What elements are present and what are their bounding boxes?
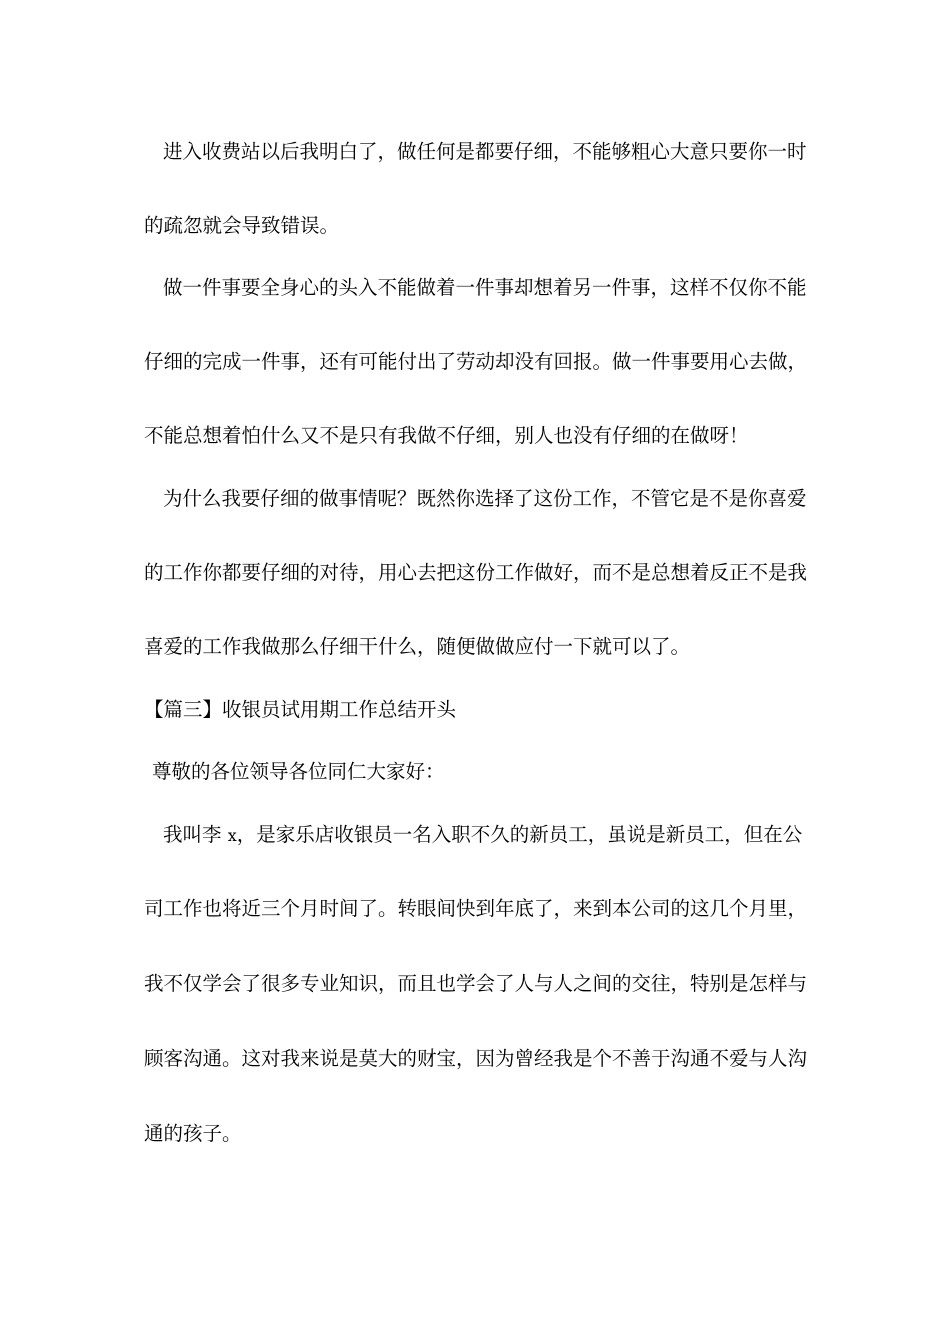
intro-text: 我叫李 xyxy=(163,823,222,846)
paragraph-4-line-5: 通的孩子。 xyxy=(144,1122,242,1145)
paragraph-2-line-3: 不能总想着怕什么又不是只有我做不仔细，别人也没有仔细的在做呀！ xyxy=(144,424,749,447)
paragraph-2-line-1: 做一件事要全身心的头入不能做着一件事却想着另一件事，这样不仅你不能 xyxy=(163,276,807,299)
intro-text-rest: ，是家乐店收银员一名入职不久的新员工，虽说是新员工，但在公 xyxy=(236,823,803,846)
paragraph-2-line-2: 仔细的完成一件事，还有可能付出了劳动却没有回报。做一件事要用心去做， xyxy=(144,350,808,373)
paragraph-3-line-3: 喜爱的工作我做那么仔细干什么，随便做做应付一下就可以了。 xyxy=(144,635,691,658)
paragraph-1-line-1: 进入收费站以后我明白了，做任何是都要仔细，不能够粗心大意只要你一时 xyxy=(163,140,807,163)
paragraph-4-line-1 xyxy=(163,821,823,850)
section-heading: 【篇三】收银员试用期工作总结开头 xyxy=(144,698,457,721)
salutation: 尊敬的各位领导各位同仁大家好： xyxy=(152,760,445,783)
paragraph-3-line-2: 的工作你都要仔细的对待，用心去把这份工作做好，而不是总想着反正不是我 xyxy=(144,561,808,584)
paragraph-4-line-3: 我不仅学会了很多专业知识，而且也学会了人与人之间的交往，特别是怎样与 xyxy=(144,972,808,995)
name-initial: x xyxy=(227,826,237,845)
paragraph-1-line-2: 的疏忽就会导致错误。 xyxy=(144,214,340,237)
paragraph-3-line-1: 为什么我要仔细的做事情呢？既然你选择了这份工作，不管它是不是你喜爱 xyxy=(163,487,807,510)
paragraph-4-line-2: 司工作也将近三个月时间了。转眼间快到年底了，来到本公司的这几个月里， xyxy=(144,897,808,920)
paragraph-4-line-4: 顾客沟通。这对我来说是莫大的财宝，因为曾经我是个不善于沟通不爱与人沟 xyxy=(144,1047,808,1070)
